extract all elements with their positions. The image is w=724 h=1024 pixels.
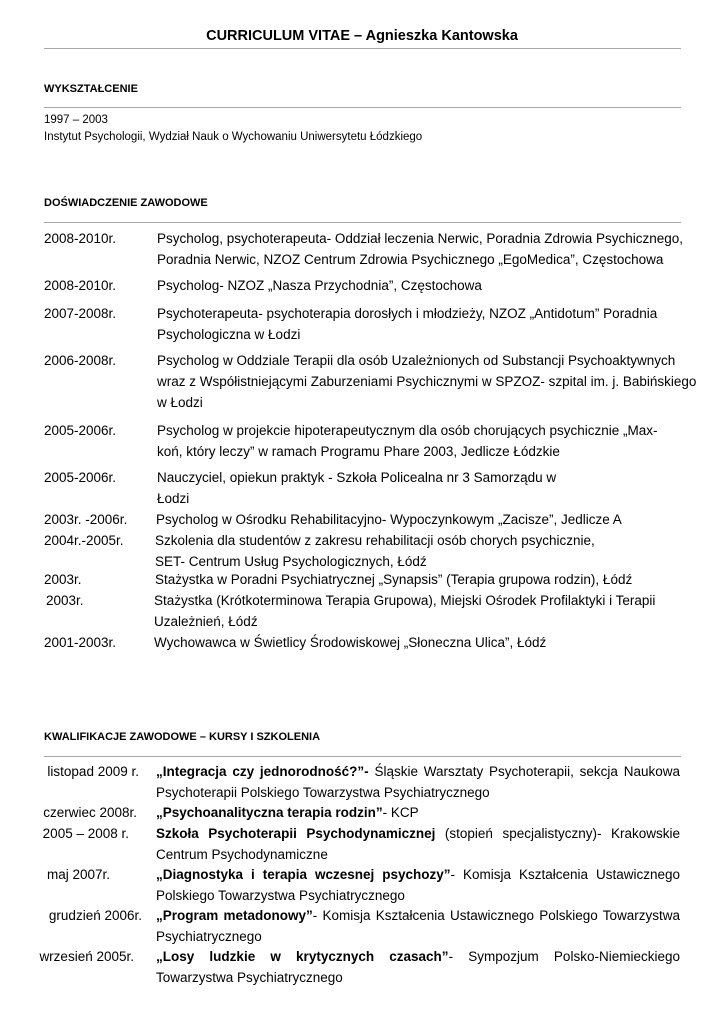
experience-description-line: Wychowawca w Świetlicy Środowiskowej „Słoneczna Ulica”, Łódź — [154, 635, 547, 650]
qualification-title: „Losy ludzkie w krytycznych czasach” — [156, 949, 449, 964]
experience-description-line: Poradnia Nerwic, NZOZ Centrum Zdrowia Psychicznego „EgoMedica”, Częstochowa — [157, 252, 664, 267]
experience-description-line: Nauczyciel, opiekun praktyk - Szkoła Policealna nr 3 Samorządu w — [157, 470, 557, 485]
experience-description-line: Szkolenia dla studentów z zakresu rehabilitacji osób chorych psychicznie, — [155, 533, 595, 548]
education-divider — [44, 107, 681, 108]
experience-description-line: Psycholog w Oddziale Terapii dla osób Uzależnionych od Substancji Psychoaktywnych — [157, 353, 676, 368]
qualification-date: grudzień 2006r. — [48, 908, 142, 923]
title-divider — [44, 48, 681, 49]
document-title: CURRICULUM VITAE – Agnieszka Kantowska — [206, 28, 518, 44]
qualification-title: „Integracja czy jednorodność?”- — [156, 764, 369, 779]
experience-date: 2005-2006r. — [44, 470, 117, 485]
qualification-description — [156, 905, 680, 947]
experience-date: 2008-2010r. — [44, 231, 117, 246]
experience-date: 2001-2003r. — [44, 635, 117, 650]
experience-description-line: Łodzi — [157, 491, 190, 506]
qualification-title: „Diagnostyka i terapia wczesnej psychozy” — [156, 867, 451, 882]
qualification-organizer: - Sympozjum Polsko-Niemieckiego Towarzystwa Psychiatrycznego — [156, 949, 680, 985]
experience-description-line: Psychologiczna w Łodzi — [157, 327, 301, 342]
experience-date: 2007-2008r. — [44, 306, 117, 321]
qualification-date: wrzesień 2005r. — [39, 949, 134, 964]
education-institution: Instytut Psychologii, Wydział Nauk o Wychowaniu Uniwersytetu Łódzkiego — [44, 131, 423, 143]
experience-description-line: Psychoterapeuta- psychoterapia dorosłych i młodzieży, NZOZ „Antidotum” Poradnia — [157, 306, 658, 321]
qualification-organizer: Śląskie Warsztaty Psychoterapii, sekcja Naukowa Psychoterapii Polskiego Towarzystwa Psychiatrycznego — [156, 764, 680, 800]
qualification-date: 2005 – 2008 r. — [42, 826, 129, 841]
experience-description-line: Psycholog w projekcie hipoterapeutycznym dla osób chorujących psychicznie „Max- — [157, 423, 658, 438]
experience-description-line: Psycholog, psychoterapeuta- Oddział leczenia Nerwic, Poradnia Zdrowia Psychicznego, — [157, 231, 684, 246]
qualification-description — [156, 761, 680, 803]
experience-description-line: Psycholog w Ośrodku Rehabilitacyjno- Wypoczynkowym „Zacisze”, Jedlicze A — [156, 512, 622, 527]
experience-description-line: w Łodzi — [157, 395, 203, 410]
education-heading: WYKSZTAŁCENIE — [44, 83, 138, 95]
qualification-organizer: - KCP — [382, 805, 419, 820]
qualification-date: czerwiec 2008r. — [43, 805, 137, 820]
experience-description-line: koń, który leczy” w ramach Programu Phare 2003, Jedlicze Łódzkie — [157, 444, 560, 459]
experience-description-line: Uzależnień, Łódź — [154, 614, 258, 629]
experience-divider — [44, 222, 681, 223]
experience-date: 2006-2008r. — [44, 353, 117, 368]
experience-date: 2004r.-2005r. — [44, 533, 124, 548]
qualification-date: maj 2007r. — [46, 867, 110, 882]
experience-description-line: Stażystka (Krótkoterminowa Terapia Grupowa), Miejski Ośrodek Profilaktyki i Terapii — [154, 593, 656, 608]
qualifications-divider — [44, 756, 681, 757]
qualification-organizer: - Komisja Kształcenia Ustawicznego Polskiego Towarzystwa Psychiatrycznego — [156, 867, 680, 903]
experience-date: 2008-2010r. — [44, 278, 117, 293]
qualification-title: „Psychoanalityczna terapia rodzin” — [156, 805, 383, 820]
qualification-title: „Program metadonowy” — [156, 908, 313, 923]
experience-heading: DOŚWIADCZENIE ZAWODOWE — [44, 197, 208, 209]
qualification-organizer: (stopień specjalistyczny)- Krakowskie Centrum Psychodynamiczne — [156, 826, 681, 862]
experience-date: 2003r. — [46, 593, 84, 608]
qualification-description — [156, 946, 680, 988]
qualification-description — [156, 823, 680, 865]
experience-description-line: Psycholog- NZOZ „Nasza Przychodnia”, Częstochowa — [157, 278, 482, 293]
experience-date: 2003r. -2006r. — [44, 512, 128, 527]
qualification-description — [156, 802, 680, 823]
qualifications-heading: KWALIFIKACJE ZAWODOWE – KURSY I SZKOLENIA — [44, 731, 321, 743]
experience-date: 2005-2006r. — [44, 423, 117, 438]
experience-description-line: SET- Centrum Usług Psychologicznych, Łódź — [155, 554, 427, 569]
education-period: 1997 – 2003 — [44, 114, 108, 126]
qualification-description — [156, 864, 680, 906]
qualification-title: Szkoła Psychoterapii Psychodynamicznej — [156, 826, 436, 841]
experience-description-line: Stażystka w Poradni Psychiatrycznej „Synapsis” (Terapia grupowa rodzin), Łódź — [155, 572, 633, 587]
experience-description-line: wraz z Współistniejącymi Zaburzeniami Psychicznymi w SPZOZ- szpital im. j. Babińskiego — [157, 374, 697, 389]
qualification-date: listopad 2009 r. — [47, 764, 139, 779]
qualification-organizer: - Komisja Kształcenia Ustawicznego Polskiego Towarzystwa Psychiatrycznego — [156, 908, 680, 944]
experience-date: 2003r. — [44, 572, 82, 587]
